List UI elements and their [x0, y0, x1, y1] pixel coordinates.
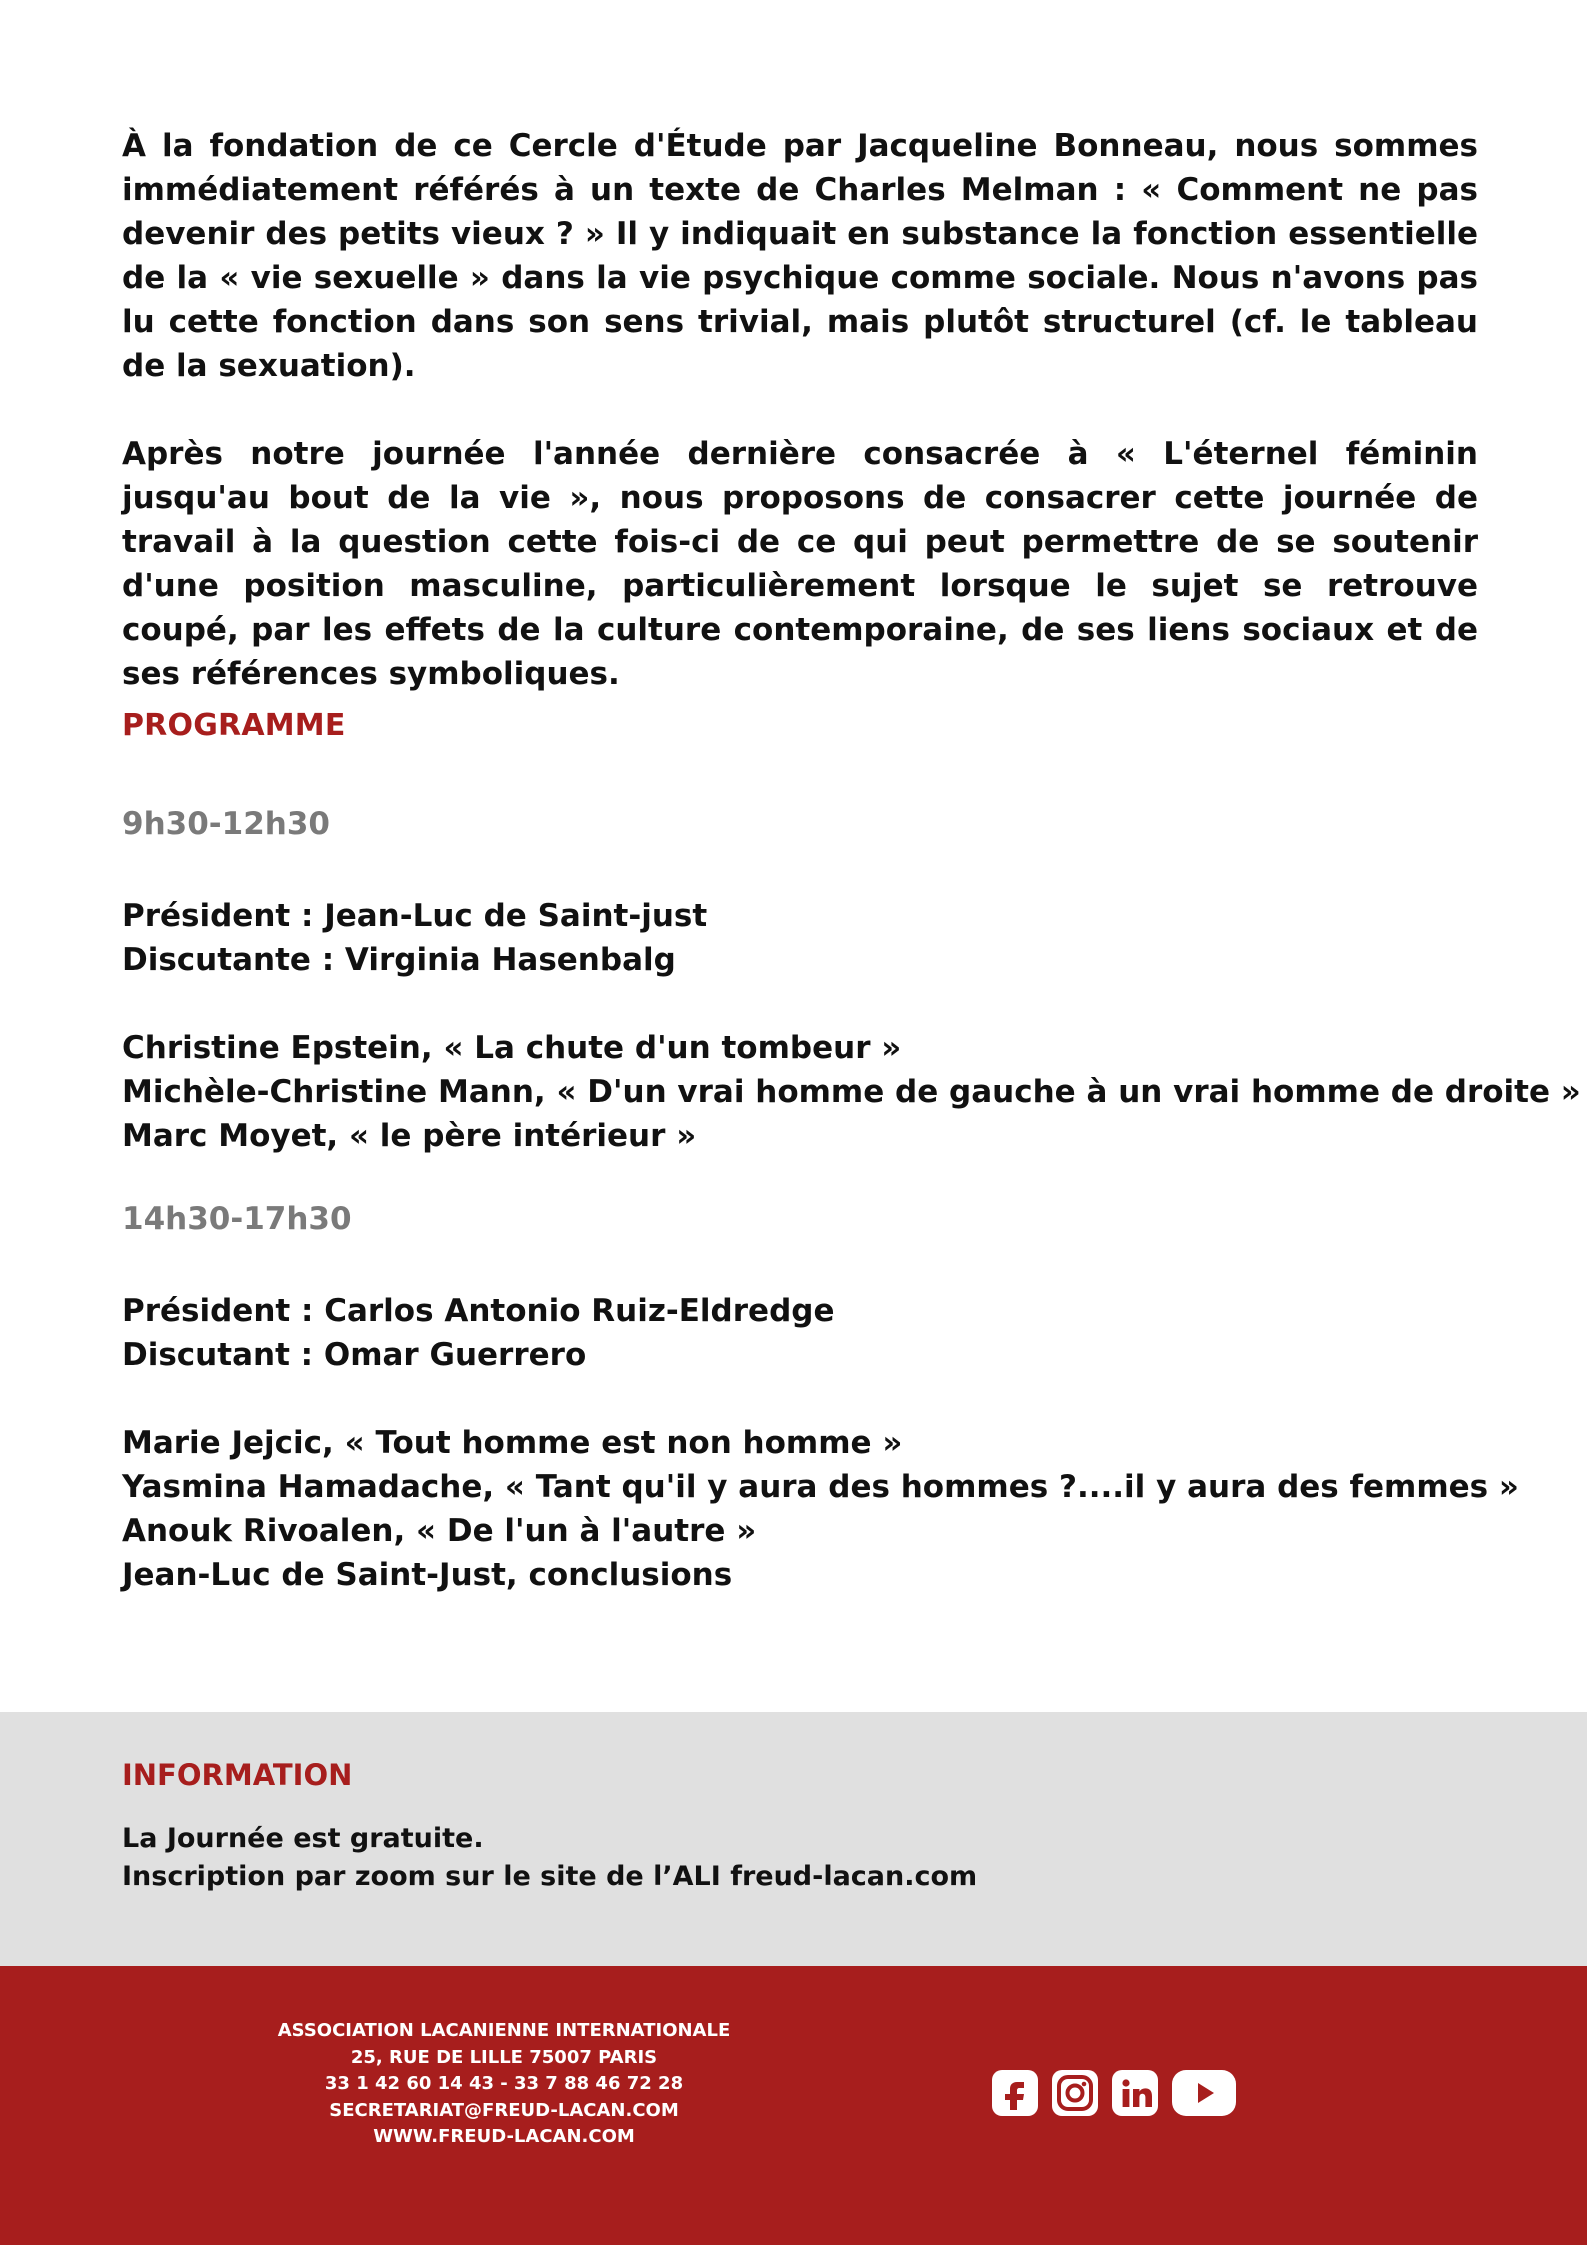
instagram-icon[interactable] — [1052, 2070, 1098, 2116]
social-links — [992, 2070, 1236, 2116]
information-text — [122, 1820, 977, 1896]
talk-item: Christine Epstein, « La chute d'un tombeur » — [122, 1030, 902, 1066]
afternoon-talks — [122, 1421, 1522, 1597]
talk-item: Michèle-Christine Mann, « D'un vrai homme de gauche à un vrai homme de droite » — [122, 1074, 1581, 1110]
information-title: INFORMATION — [122, 1758, 353, 1792]
intro-section — [122, 124, 1478, 696]
afternoon-chairs — [122, 1289, 1522, 1377]
talk-item: Marie Jejcic, « Tout homme est non homme » — [122, 1425, 903, 1461]
linkedin-icon[interactable] — [1112, 2070, 1158, 2116]
footer-phones: 33 1 42 60 14 43 - 33 7 88 46 72 28 — [324, 2073, 684, 2094]
afternoon-time: 14h30-17h30 — [122, 1201, 352, 1237]
footer — [0, 1966, 1587, 2245]
morning-discutant: Discutante : Virginia Hasenbalg — [122, 942, 676, 978]
talk-item: Marc Moyet, « le père intérieur » — [122, 1118, 697, 1154]
information-line-registration: Inscription par zoom sur le site de l’ALI freud-lacan.com — [122, 1861, 978, 1892]
talk-item: Jean-Luc de Saint-Just, conclusions — [122, 1557, 733, 1593]
information-line-free: La Journée est gratuite. — [122, 1823, 484, 1854]
intro-paragraph-1: À la fondation de ce Cercle d'Étude par Jacqueline Bonneau, nous sommes immédiatement référés à un texte de Charles Melman : « Comment ne pas devenir des petits vieux ? » Il y indiquait en substance la fonction essentielle de la « vie sexuelle » dans la vie psychique comme sociale. Nous n'avons pas lu cette fonction dans son sens trivial, mais plutôt structurel (cf. le tableau de la sexuation). — [122, 128, 1478, 384]
youtube-icon[interactable] — [1172, 2070, 1236, 2116]
morning-time: 9h30-12h30 — [122, 806, 330, 842]
footer-street: 25, RUE DE LILLE 75007 PARIS — [350, 2046, 658, 2068]
talk-item: Anouk Rivoalen, « De l'un à l'autre » — [122, 1513, 757, 1549]
facebook-icon[interactable] — [992, 2070, 1038, 2116]
morning-talks — [122, 1026, 1581, 1158]
programme-title: PROGRAMME — [122, 708, 346, 743]
footer-address-block — [278, 2018, 731, 2151]
information-panel — [0, 1712, 1587, 1966]
intro-paragraph-2: Après notre journée l'année dernière consacrée à « L'éternel féminin jusqu'au bout de la vie », nous proposons de consacrer cette journée de travail à la question cette fois-ci de ce qui peut permettre de se soutenir d'une position masculine, particulièrement lorsque le sujet se retrouve coupé, par les effets de la culture contemporaine, de ses liens sociaux et de ses références symboliques. — [122, 436, 1478, 692]
morning-president: Président : Jean-Luc de Saint-just — [122, 898, 708, 934]
footer-email-link[interactable]: SECRETARIAT@FREUD-LACAN.COM — [329, 2099, 679, 2121]
footer-website-link[interactable]: WWW.FREUD-LACAN.COM — [373, 2126, 635, 2147]
morning-chairs — [122, 894, 1522, 982]
afternoon-president: Président : Carlos Antonio Ruiz-Eldredge — [122, 1293, 835, 1329]
footer-org-name: ASSOCIATION LACANIENNE INTERNATIONALE — [277, 2020, 731, 2041]
afternoon-discutant: Discutant : Omar Guerrero — [122, 1337, 587, 1373]
talk-item: Yasmina Hamadache, « Tant qu'il y aura des hommes ?....il y aura des femmes » — [122, 1469, 1519, 1505]
